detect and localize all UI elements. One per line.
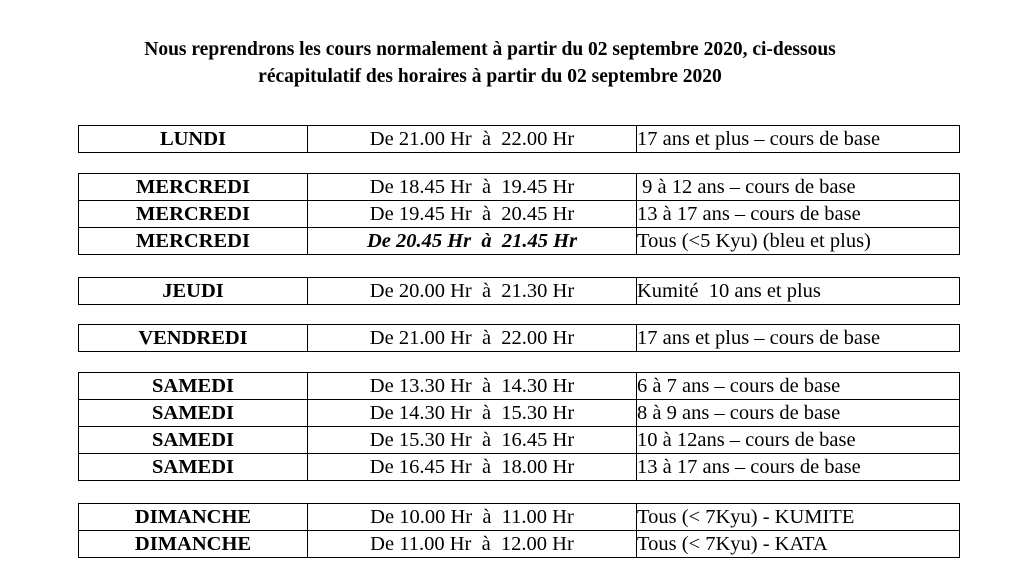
schedule-table-mercredi <box>78 173 960 255</box>
description-cell: 9 à 12 ans – cours de base <box>637 174 960 201</box>
table-row <box>79 278 960 305</box>
day-cell: SAMEDI <box>79 400 308 427</box>
description-cell: 13 à 17 ans – cours de base <box>637 454 960 481</box>
table-row <box>79 531 960 558</box>
day-cell: MERCREDI <box>79 201 308 228</box>
table-row <box>79 400 960 427</box>
description-cell: 13 à 17 ans – cours de base <box>637 201 960 228</box>
day-cell: MERCREDI <box>79 174 308 201</box>
description-cell: Tous (< 7Kyu) - KATA <box>637 531 960 558</box>
table-row <box>79 454 960 481</box>
schedule-table-lundi <box>78 125 960 153</box>
time-cell: De 21.00 Hr à 22.00 Hr <box>308 126 637 153</box>
table-row <box>79 126 960 153</box>
table-row <box>79 427 960 454</box>
day-cell: MERCREDI <box>79 228 308 255</box>
day-cell: VENDREDI <box>79 325 308 352</box>
table-row <box>79 325 960 352</box>
heading-line-1: Nous reprendrons les cours normalement à partir du 02 septembre 2020, ci-dessous <box>144 39 836 60</box>
time-cell-emphasized: De 20.45 Hr à 21.45 Hr <box>308 228 637 255</box>
time-cell: De 14.30 Hr à 15.30 Hr <box>308 400 637 427</box>
day-cell: SAMEDI <box>79 427 308 454</box>
schedule-table-jeudi <box>78 277 960 305</box>
day-cell: SAMEDI <box>79 454 308 481</box>
description-cell: 17 ans et plus – cours de base <box>637 126 960 153</box>
table-row <box>79 174 960 201</box>
time-cell: De 19.45 Hr à 20.45 Hr <box>308 201 637 228</box>
table-row <box>79 201 960 228</box>
table-row <box>79 228 960 255</box>
schedule-table-vendredi <box>78 324 960 352</box>
description-cell: 6 à 7 ans – cours de base <box>637 373 960 400</box>
day-cell: JEUDI <box>79 278 308 305</box>
time-cell: De 13.30 Hr à 14.30 Hr <box>308 373 637 400</box>
day-cell: SAMEDI <box>79 373 308 400</box>
time-cell: De 10.00 Hr à 11.00 Hr <box>308 504 637 531</box>
heading-line-2: récapitulatif des horaires à partir du 02 septembre 2020 <box>258 66 722 87</box>
document-heading <box>40 36 940 90</box>
description-cell: 8 à 9 ans – cours de base <box>637 400 960 427</box>
table-row <box>79 373 960 400</box>
day-cell: DIMANCHE <box>79 531 308 558</box>
table-row <box>79 504 960 531</box>
day-cell: LUNDI <box>79 126 308 153</box>
time-cell: De 15.30 Hr à 16.45 Hr <box>308 427 637 454</box>
time-cell: De 21.00 Hr à 22.00 Hr <box>308 325 637 352</box>
time-cell: De 16.45 Hr à 18.00 Hr <box>308 454 637 481</box>
description-cell: 10 à 12ans – cours de base <box>637 427 960 454</box>
time-cell: De 20.00 Hr à 21.30 Hr <box>308 278 637 305</box>
time-cell: De 18.45 Hr à 19.45 Hr <box>308 174 637 201</box>
day-cell: DIMANCHE <box>79 504 308 531</box>
description-cell: Tous (<5 Kyu) (bleu et plus) <box>637 228 960 255</box>
description-cell: Tous (< 7Kyu) - KUMITE <box>637 504 960 531</box>
schedule-table-dimanche <box>78 503 960 558</box>
time-cell: De 11.00 Hr à 12.00 Hr <box>308 531 637 558</box>
description-cell: 17 ans et plus – cours de base <box>637 325 960 352</box>
schedule-table-samedi <box>78 372 960 481</box>
description-cell: Kumité 10 ans et plus <box>637 278 960 305</box>
